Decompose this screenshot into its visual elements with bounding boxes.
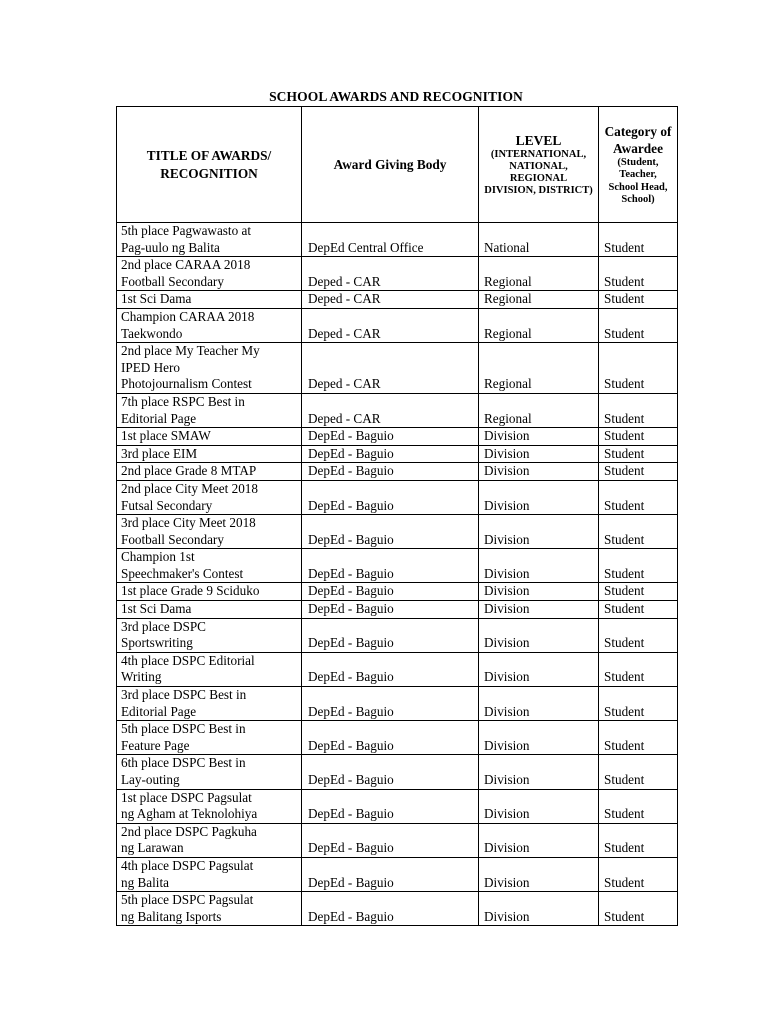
award-title-cell	[117, 618, 302, 652]
award-title-cell	[117, 308, 302, 342]
awards-table-body	[117, 223, 678, 926]
award-giving-body-cell: DepEd - Baguio	[302, 445, 479, 463]
category-cell: Student	[599, 755, 678, 789]
award-title-line: 3rd place EIM	[121, 445, 198, 461]
award-title-cell	[117, 823, 302, 857]
award-giving-body-cell: DepEd - Baguio	[302, 892, 479, 926]
header-level-subtitle: (INTERNATIONAL, NATIONAL, REGIONAL DIVISION, DISTRICT)	[484, 148, 593, 196]
award-title-cell	[117, 223, 302, 257]
award-title-line: Football Secondary	[121, 273, 224, 289]
award-giving-body-cell: Deped - CAR	[302, 308, 479, 342]
level-cell: Division	[479, 618, 599, 652]
award-title-line: ng Larawan	[121, 840, 184, 856]
award-title-line: Football Secondary	[121, 531, 224, 547]
award-title-line: Futsal Secondary	[121, 497, 213, 513]
award-title-line: 4th place DSPC Pagsulat	[121, 857, 254, 873]
award-title-line: Champion CARAA 2018	[121, 308, 255, 324]
award-title-cell	[117, 892, 302, 926]
award-title-line: 3rd place City Meet 2018	[121, 515, 256, 531]
category-cell: Student	[599, 618, 678, 652]
level-cell: Regional	[479, 308, 599, 342]
category-cell: Student	[599, 393, 678, 427]
award-giving-body-cell: Deped - CAR	[302, 343, 479, 394]
award-giving-body-cell: DepEd - Baguio	[302, 618, 479, 652]
level-cell: Division	[479, 755, 599, 789]
level-cell: Division	[479, 823, 599, 857]
category-cell: Student	[599, 463, 678, 481]
award-title-line: Sportswriting	[121, 635, 193, 651]
award-title-line: Speechmaker's Contest	[121, 565, 244, 581]
level-cell: Division	[479, 687, 599, 721]
award-giving-body-cell: DepEd - Baguio	[302, 687, 479, 721]
award-title-cell	[117, 755, 302, 789]
level-cell: Division	[479, 463, 599, 481]
header-body-label: Award Giving Body	[333, 156, 447, 172]
level-cell: Division	[479, 549, 599, 583]
award-giving-body-cell: DepEd Central Office	[302, 223, 479, 257]
category-cell: Student	[599, 601, 678, 619]
table-row	[117, 393, 678, 427]
level-cell: Regional	[479, 343, 599, 394]
award-title-line: 5th place Pagwawasto at	[121, 223, 252, 238]
award-title-cell	[117, 393, 302, 427]
award-title-line: 1st place Grade 9 Sciduko	[121, 583, 260, 599]
header-level-label: LEVEL	[515, 132, 562, 148]
award-title-cell	[117, 789, 302, 823]
level-cell: Division	[479, 428, 599, 446]
category-cell: Student	[599, 223, 678, 257]
table-row	[117, 428, 678, 446]
award-title-line: 2nd place CARAA 2018	[121, 257, 251, 273]
table-row	[117, 789, 678, 823]
award-title-cell	[117, 463, 302, 481]
award-giving-body-cell: DepEd - Baguio	[302, 789, 479, 823]
award-giving-body-cell: DepEd - Baguio	[302, 857, 479, 891]
category-cell: Student	[599, 480, 678, 514]
table-row	[117, 515, 678, 549]
category-cell: Student	[599, 857, 678, 891]
level-cell: Division	[479, 445, 599, 463]
award-title-cell	[117, 515, 302, 549]
award-giving-body-cell: DepEd - Baguio	[302, 652, 479, 686]
level-cell: Division	[479, 652, 599, 686]
award-title-line: 6th place DSPC Best in	[121, 755, 246, 771]
award-title-line: Photojournalism Contest	[121, 376, 252, 392]
category-cell: Student	[599, 892, 678, 926]
award-title-line: ng Agham at Teknolohiya	[121, 806, 258, 822]
award-title-line: IPED Hero	[121, 359, 180, 375]
award-title-cell	[117, 857, 302, 891]
table-row	[117, 721, 678, 755]
table-row	[117, 223, 678, 257]
award-title-line: 2nd place Grade 8 MTAP	[121, 463, 257, 479]
category-cell: Student	[599, 291, 678, 309]
award-giving-body-cell: DepEd - Baguio	[302, 601, 479, 619]
level-cell: Division	[479, 601, 599, 619]
award-title-line: 4th place DSPC Editorial	[121, 652, 255, 668]
level-cell: Division	[479, 857, 599, 891]
header-award-giving-body	[302, 107, 479, 223]
table-row	[117, 823, 678, 857]
award-giving-body-cell: DepEd - Baguio	[302, 463, 479, 481]
table-row	[117, 308, 678, 342]
award-title-line: Pag-uulo ng Balita	[121, 239, 220, 255]
award-title-line: Editorial Page	[121, 410, 197, 426]
award-giving-body-cell: Deped - CAR	[302, 257, 479, 291]
table-row	[117, 583, 678, 601]
table-header-row	[117, 107, 678, 223]
award-title-line: Lay-outing	[121, 772, 180, 787]
award-title-cell	[117, 687, 302, 721]
award-giving-body-cell: DepEd - Baguio	[302, 721, 479, 755]
category-cell: Student	[599, 583, 678, 601]
award-title-line: 1st Sci Dama	[121, 601, 192, 617]
header-category-label: Category of Awardee	[604, 123, 672, 156]
category-cell: Student	[599, 652, 678, 686]
award-title-cell	[117, 583, 302, 601]
award-giving-body-cell: DepEd - Baguio	[302, 428, 479, 446]
award-title-cell	[117, 549, 302, 583]
award-title-line: 5th place DSPC Best in	[121, 721, 246, 737]
table-row	[117, 480, 678, 514]
award-giving-body-cell: DepEd - Baguio	[302, 480, 479, 514]
award-title-line: Feature Page	[121, 737, 190, 753]
award-title-line: 1st Sci Dama	[121, 291, 192, 307]
award-title-cell	[117, 343, 302, 394]
table-row	[117, 618, 678, 652]
award-title-cell	[117, 480, 302, 514]
document-title: SCHOOL AWARDS AND RECOGNITION	[269, 89, 523, 104]
table-row	[117, 601, 678, 619]
category-cell: Student	[599, 445, 678, 463]
award-title-line: Writing	[121, 669, 162, 685]
award-title-line: 2nd place City Meet 2018	[121, 480, 258, 496]
award-title-line: 5th place DSPC Pagsulat	[121, 892, 254, 908]
level-cell: Division	[479, 515, 599, 549]
award-title-line: 2nd place My Teacher My	[121, 343, 260, 359]
category-cell: Student	[599, 515, 678, 549]
table-row	[117, 463, 678, 481]
award-title-line: Editorial Page	[121, 703, 197, 719]
level-cell: Division	[479, 583, 599, 601]
category-cell: Student	[599, 343, 678, 394]
table-row	[117, 343, 678, 394]
award-title-line: ng Balita	[121, 874, 169, 890]
header-category-subtitle: (Student, Teacher, School Head, School)	[608, 156, 668, 205]
category-cell: Student	[599, 823, 678, 857]
award-giving-body-cell: DepEd - Baguio	[302, 549, 479, 583]
table-row	[117, 549, 678, 583]
table-row	[117, 291, 678, 309]
level-cell: Division	[479, 789, 599, 823]
award-title-line: Champion 1st	[121, 549, 195, 565]
award-title-line: 1st place DSPC Pagsulat	[121, 789, 252, 805]
award-giving-body-cell: Deped - CAR	[302, 291, 479, 309]
award-title-line: 2nd place DSPC Pagkuha	[121, 823, 257, 839]
table-row	[117, 857, 678, 891]
award-giving-body-cell: DepEd - Baguio	[302, 823, 479, 857]
award-title-line: Taekwondo	[121, 325, 183, 341]
award-title-cell	[117, 445, 302, 463]
award-title-cell	[117, 721, 302, 755]
table-row	[117, 687, 678, 721]
level-cell: Regional	[479, 291, 599, 309]
category-cell: Student	[599, 549, 678, 583]
header-level	[479, 107, 599, 223]
level-cell: National	[479, 223, 599, 257]
level-cell: Division	[479, 721, 599, 755]
category-cell: Student	[599, 687, 678, 721]
category-cell: Student	[599, 789, 678, 823]
table-row	[117, 755, 678, 789]
award-giving-body-cell: DepEd - Baguio	[302, 755, 479, 789]
table-row	[117, 257, 678, 291]
award-giving-body-cell: DepEd - Baguio	[302, 583, 479, 601]
award-title-cell	[117, 428, 302, 446]
award-title-line: 3rd place DSPC	[121, 618, 206, 634]
header-title-of-awards	[117, 107, 302, 223]
award-title-cell	[117, 601, 302, 619]
table-row	[117, 892, 678, 926]
award-title-cell	[117, 257, 302, 291]
level-cell: Regional	[479, 393, 599, 427]
award-giving-body-cell: Deped - CAR	[302, 393, 479, 427]
category-cell: Student	[599, 428, 678, 446]
award-giving-body-cell: DepEd - Baguio	[302, 515, 479, 549]
category-cell: Student	[599, 308, 678, 342]
table-row	[117, 445, 678, 463]
level-cell: Division	[479, 892, 599, 926]
header-title-label: TITLE OF AWARDS/ RECOGNITION	[146, 147, 272, 181]
awards-table	[116, 106, 678, 926]
award-title-line: 7th place RSPC Best in	[121, 393, 245, 409]
award-title-cell	[117, 652, 302, 686]
category-cell: Student	[599, 721, 678, 755]
award-title-line: ng Balitang Isports	[121, 908, 222, 924]
award-title-cell	[117, 291, 302, 309]
level-cell: Regional	[479, 257, 599, 291]
award-title-line: 1st place SMAW	[121, 428, 211, 444]
category-cell: Student	[599, 257, 678, 291]
award-title-line: 3rd place DSPC Best in	[121, 687, 247, 703]
table-row	[117, 652, 678, 686]
header-category	[599, 107, 678, 223]
level-cell: Division	[479, 480, 599, 514]
